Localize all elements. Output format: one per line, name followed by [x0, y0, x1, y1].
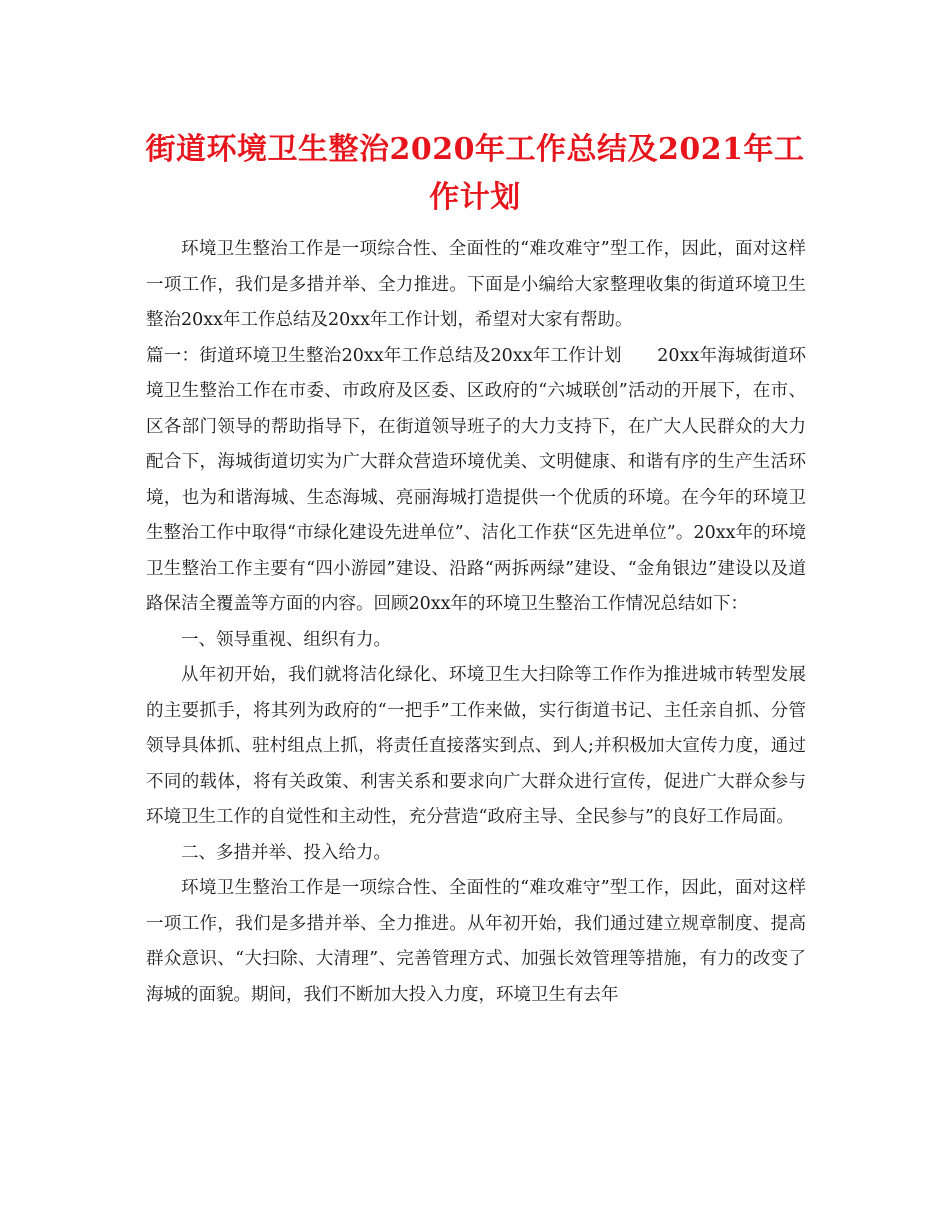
paragraph-intro: 环境卫生整治工作是一项综合性、全面性的“难攻难守”型工作，因此，面对这样一项工作，我们是多措并举、全力推进。下面是小编给大家整理收集的街道环境卫生整治20xx年工作总结及20xx年工作计划，希望对大家有帮助。: [146, 239, 806, 330]
document-body: [146, 232, 806, 1013]
document-title: 街道环境卫生整治2020年工作总结及2021年工作计划: [145, 132, 805, 215]
paragraph-section-2: 环境卫生整治工作是一项综合性、全面性的“难攻难守”型工作，因此，面对这样一项工作，我们是多措并举、全力推进。从年初开始，我们通过建立规章制度、提高群众意识、“大扫除、大清理”、完善管理方式、加强长效管理等措施，有力的改变了海城的面貌。期间，我们不断加大投入力度，环境卫生有去年: [146, 878, 806, 1005]
section-heading-1: 一、领导重视、组织有力。: [181, 629, 391, 650]
paragraph-section-1: 从年初开始，我们就将洁化绿化、环境卫生大扫除等工作作为推进城市转型发展的主要抓手，将其列为政府的“一把手”工作来做，实行街道书记、主任亲自抓、分管领导具体抓、驻村组点上抓，将责任直接落实到点、到人;并积极加大宣传力度，通过不同的载体，将有关政策、利害关系和要求向广大群众进行宣传，促进广大群众参与环境卫生工作的自觉性和主动性，充分营造“政府主导、全民参与”的良好工作局面。: [146, 665, 806, 827]
section-heading-2: 二、多措并举、投入给力。: [181, 842, 391, 863]
paragraph-part-one: 篇一：街道环境卫生整治20xx年工作总结及20xx年工作计划 20xx年海城街道环境卫生整治工作在市委、市政府及区委、区政府的“六城联创”活动的开展下，在市、区各部门领导的帮助指导下，在街道领导班子的大力支持下，在广大人民群众的大力配合下，海城街道切实为广大群众营造环境优美、文明健康、和谐有序的生产生活环境，也为和谐海城、生态海城、亮丽海城打造提供一个优质的环境。在今年的环境卫生整治工作中取得“市绿化建设先进单位”、洁化工作获“区先进单位”。20xx年的环境卫生整治工作主要有“四小游园”建设、沿路“两拆两绿”建设、“金角银边”建设以及道路保洁全覆盖等方面的内容。回顾20xx年的环境卫生整治工作情况总结如下：: [146, 345, 806, 614]
